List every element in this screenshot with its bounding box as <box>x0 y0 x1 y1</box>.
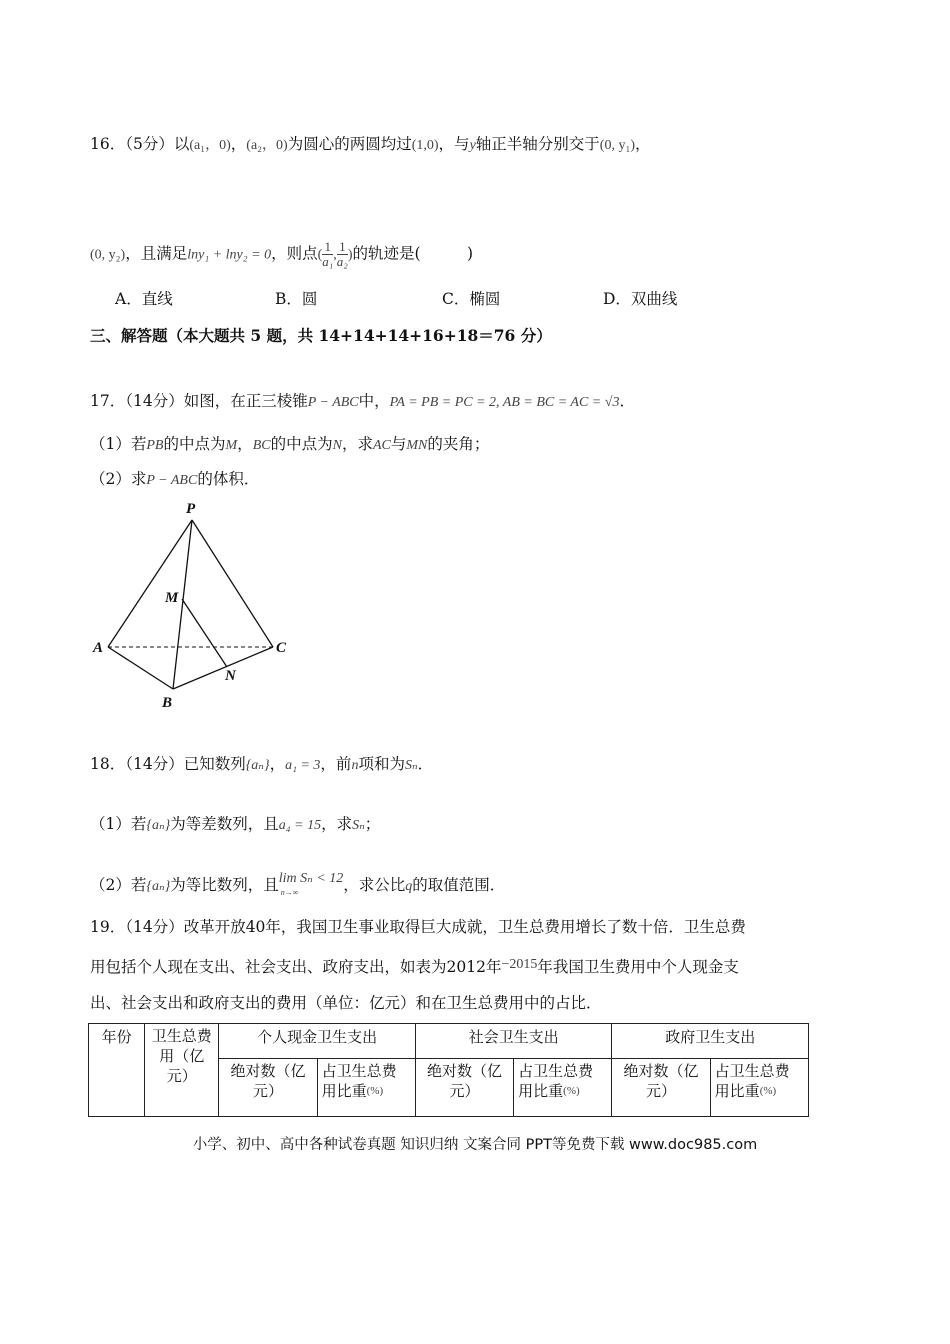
q17-p1-m: M <box>225 438 238 453</box>
q17-pyramid: P − ABC <box>307 395 359 410</box>
q16-frac2-den: a₂ <box>336 254 348 269</box>
edge-AB <box>108 647 173 689</box>
q17-p1-e: ，求 <box>341 435 373 453</box>
table-subheader-abs-3: 绝对数（亿元） <box>612 1058 710 1116</box>
share-label-2: 占卫生总费用比重 <box>518 1061 594 1100</box>
q16-condition: lny₁ + lny₂ = 0 <box>187 247 272 263</box>
expense-table <box>88 1023 809 1117</box>
share-label-3: 占卫生总费用比重 <box>714 1061 790 1100</box>
q17-p1-f: 与 <box>390 435 407 453</box>
page-footer: 小学、初中、高中各种试卷真题 知识归纳 文案合同 PPT等免费下载 www.doc985.com <box>192 1137 758 1153</box>
table-subheader-share-2 <box>514 1058 612 1116</box>
share-label-1: 占卫生总费用比重 <box>321 1061 397 1100</box>
q16-frac1-den: a₁ <box>322 254 334 269</box>
q17-end: ． <box>619 392 635 410</box>
q18-p2-c: ，求公比 <box>343 876 406 894</box>
q18-p2-q: q <box>405 879 413 894</box>
share-pct-3: (%) <box>759 1084 777 1097</box>
q16-frac1-num: 1 <box>322 240 333 255</box>
table-header-personal: 个人现金卫生支出 <box>219 1024 416 1059</box>
q16-paren-close: ) <box>347 247 353 263</box>
table-header-total: 卫生总费用（亿元） <box>145 1024 219 1117</box>
label-A: A <box>93 640 104 656</box>
q17-condition: PA = PB = PC = 2, AB = BC = AC = √3 <box>389 395 620 410</box>
table-subheader-abs-2: 绝对数（亿元） <box>415 1058 513 1116</box>
segment-MN <box>182 599 227 667</box>
table-header-government: 政府卫生支出 <box>612 1024 809 1059</box>
q18-p1-sn: Sₙ <box>352 818 365 833</box>
q18-limit <box>278 871 344 898</box>
q19-line2-b: 年我国卫生费用中个人现金支 <box>537 958 739 976</box>
q17-p1-b: 的中点为 <box>163 435 226 453</box>
q17-p2-pyramid: P − ABC <box>146 473 198 488</box>
table-header-year: 年份 <box>89 1024 145 1117</box>
q18-line1 <box>90 753 433 777</box>
label-M: M <box>165 590 179 606</box>
q17-p1-d: 的中点为 <box>270 435 333 453</box>
q18-p2-a: （2）若 <box>90 876 147 894</box>
q19-line1: 19．（14分）改革开放40年，我国卫生事业取得巨大成就，卫生总费用增长了数十倍．卫生总费 <box>90 918 746 936</box>
q16-frac2-num: 1 <box>337 240 348 255</box>
q18-limit-expr: lim Sₙ < 12 <box>278 871 344 886</box>
q16-option-a: A．直线 <box>115 290 173 308</box>
q18-p1-c: ，求 <box>321 815 353 833</box>
q18-p1-a: （1）若 <box>90 815 147 833</box>
q16-text4: ， <box>635 135 651 153</box>
label-P: P <box>186 501 196 517</box>
q19-year: −2015 <box>501 957 538 972</box>
q17-p1-mn: MN <box>406 438 428 453</box>
pyramid-figure <box>85 495 305 720</box>
q16-text7: 的轨迹是( ) <box>352 244 474 263</box>
q16-sep: ， <box>230 135 247 153</box>
q18-p2-seq: {aₙ} <box>146 879 171 894</box>
q19-line2-a: 用包括个人现在支出、社会支出、政府支出，如表为2012年 <box>90 958 502 976</box>
q17-p1-ac: AC <box>372 438 391 453</box>
q16-frac2 <box>337 240 348 269</box>
table-header-social: 社会卫生支出 <box>415 1024 612 1059</box>
q16-intersect2: (0, y₂) <box>90 247 126 263</box>
q16-frac1 <box>322 240 333 269</box>
q17-p1-n: N <box>332 438 342 453</box>
q18-p1-b: 为等差数列，且 <box>170 815 279 833</box>
q18-seq: {aₙ} <box>245 758 270 773</box>
q19-line2 <box>90 956 739 980</box>
label-C: C <box>276 640 287 656</box>
label-N: N <box>225 668 236 684</box>
q16-point: (1,0) <box>411 138 439 153</box>
q16-center1: (a₁，0) <box>189 138 231 153</box>
q16-option-c: C．椭圆 <box>442 290 501 308</box>
q17-p2-a: （2）求 <box>90 470 147 488</box>
q17-p1-a: （1）若 <box>90 435 147 453</box>
q17-part2 <box>90 468 259 492</box>
q17-p1-c: ， <box>237 435 253 453</box>
q18-c4: ． <box>417 755 434 773</box>
q16-text1: 为圆心的两圆均过 <box>287 135 412 153</box>
q17-lead: 17．（14分）如图，在正三棱锥 <box>90 392 308 410</box>
q16-intersect1: (0, y₁) <box>599 138 636 153</box>
q18-lead: 18．（14分）已知数列 <box>90 755 246 773</box>
edge-BC <box>173 647 273 689</box>
q19-line3: 出、社会支出和政府支出的费用（单位：亿元）和在卫生总费用中的占比． <box>90 994 602 1012</box>
q16-text3: 轴正半轴分别交于 <box>475 135 600 153</box>
edge-PC <box>192 520 273 647</box>
q17-text1: 中， <box>358 392 390 410</box>
table-subheader-share-3 <box>710 1058 808 1116</box>
q18-sn: Sₙ <box>404 758 418 773</box>
q16-line1 <box>90 133 651 157</box>
q16-center2: (a₂，0) <box>246 138 288 153</box>
q18-c2: ，前 <box>320 755 352 773</box>
q16-lead: 16．（5分）以 <box>90 135 190 153</box>
q18-p1-d: ； <box>364 815 381 833</box>
q17-p1-bc: BC <box>252 438 271 453</box>
q16-paren-open: ( <box>317 247 323 263</box>
q18-p2-b: 为等比数列，且 <box>170 876 279 894</box>
label-B: B <box>162 695 173 711</box>
q17-part1 <box>90 433 489 457</box>
q18-p1-seq: {aₙ} <box>146 818 171 833</box>
q16-axis: y <box>469 138 476 153</box>
q18-part1 <box>90 813 380 837</box>
q16-text5: ，且满足 <box>125 244 188 263</box>
q18-p2-d: 的取值范围． <box>412 876 506 894</box>
q17-line1 <box>90 390 635 414</box>
q18-n: n <box>351 758 359 773</box>
q17-p2-b: 的体积． <box>197 470 260 488</box>
section-heading: 三、解答题（本大题共 5 题，共 14+14+14+16+18＝76 分） <box>90 326 552 345</box>
q16-line2 <box>90 240 473 269</box>
q16-option-d: D．双曲线 <box>603 290 678 308</box>
q17-p1-pb: PB <box>146 438 164 453</box>
table-subheader-share-1 <box>317 1058 415 1116</box>
q18-part2 <box>90 871 506 898</box>
q18-a1: a₁ = 3 <box>285 758 321 773</box>
q18-c3: 项和为 <box>358 755 405 773</box>
q16-text6: ，则点 <box>271 244 318 263</box>
table-subheader-abs-1: 绝对数（亿元） <box>219 1058 317 1116</box>
q18-c1: ， <box>269 755 286 773</box>
q18-p1-a4: a₄ = 15 <box>278 818 322 833</box>
q16-text2: ，与 <box>438 135 470 153</box>
q18-limit-sub: n→∞ <box>280 888 299 897</box>
share-pct-2: (%) <box>563 1084 580 1097</box>
share-pct-1: (%) <box>366 1084 384 1097</box>
q16-comma: , <box>333 247 337 263</box>
q17-p1-g: 的夹角； <box>427 435 490 453</box>
q16-option-b: B．圆 <box>275 290 318 308</box>
